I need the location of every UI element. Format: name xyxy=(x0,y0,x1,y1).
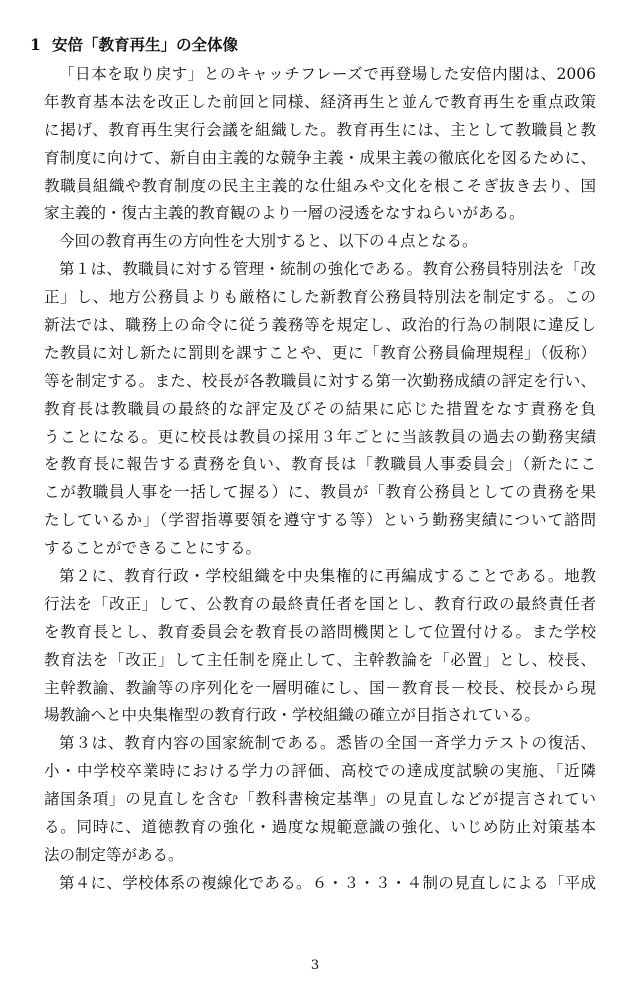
text-line: 年教育基本法を改正した前回と同様、経済再生と並んで教育再生を重点政策 xyxy=(44,92,596,111)
text-line: た教員に対し新たに罰則を課すことや、更に「教育公務員倫理規程」（仮称） xyxy=(44,343,596,362)
text-line: 第４に、学校体系の複線化である。６・３・３・４制の見直しによる「平成 xyxy=(59,873,596,892)
text-line: に掲げ、教育再生実行会議を組織した。教育再生には、主として教職員と教 xyxy=(44,120,596,139)
text-line: 小・中学校卒業時における学力の評価、高校での達成度試験の実施、「近隣 xyxy=(44,762,596,781)
section-heading xyxy=(30,34,238,56)
text-line: 行法を「改正」して、公教育の最終責任者を国とし、教育行政の最終責任者 xyxy=(44,594,596,613)
text-line: を教育長とし、教育委員会を教育長の諮問機関として位置付ける。また学校 xyxy=(44,622,596,641)
text-line: 法の制定等がある。 xyxy=(44,845,184,864)
text-line: 教育法を「改正」して主任制を廃止して、主幹教論を「必置」とし、校長、 xyxy=(44,650,596,669)
text-line: 第３は、教育内容の国家統制である。悉皆の全国一斉学力テストの復活、 xyxy=(59,734,596,753)
text-line: 教職員組織や教育制度の民主主義的な仕組みや文化を根こそぎ抜き去り、国 xyxy=(44,176,596,195)
text-line: を教育長に報告する責務を負い、教育長は「教職員人事委員会」（新たにこ xyxy=(44,455,596,474)
text-line: 第１は、教職員に対する管理・統制の強化である。教育公務員特別法を「改 xyxy=(59,260,596,279)
page-number: 3 xyxy=(310,958,320,973)
text-line: る。同時に、道徳教育の強化・過度な規範意識の強化、いじめ防止対策基本 xyxy=(44,818,596,837)
text-line: 育制度に向けて、新自由主義的な競争主義・成果主義の徹底化を図るために、 xyxy=(44,148,596,167)
text-line: 諸国条項」の見直しを含む「教科書検定基準」の見直しなどが提言されてい xyxy=(44,790,596,809)
text-line: たしているか」（学習指導要領を遵守する等）という勤務実績について諮問 xyxy=(44,511,596,530)
text-line: 教育長は教職員の最終的な評定及びその結果に応じた措置をなす責務を負 xyxy=(44,399,596,418)
text-line: 正」し、地方公務員よりも厳格にした新教育公務員特別法を制定する。この xyxy=(44,288,596,307)
text-line: 家主義的・復古主義的教育観のより一層の浸透をなすねらいがある。 xyxy=(44,204,525,223)
text-line: うことになる。更に校長は教員の採用３年ごとに当該教員の過去の勤務実績 xyxy=(44,427,596,446)
text-line: 第２に、教育行政・学校組織を中央集権的に再編成することである。地教 xyxy=(59,567,596,586)
text-line: 等を制定する。また、校長が各教職員に対する第一次勤務成績の評定を行い、 xyxy=(44,371,596,390)
text-line: 主幹教諭、教諭等の序列化を一層明確にし、国－教育長－校長、校長から現 xyxy=(44,678,596,697)
text-line: することができることにする。 xyxy=(44,539,262,558)
text-line: 「日本を取り戻す」とのキャッチフレーズで再登場した安倍内閣は、2006 xyxy=(59,65,596,83)
section-title: 安倍「教育再生」の全体像 xyxy=(52,35,239,54)
text-line: こが教職員人事を一括して握る）に、教員が「教育公務員としての責務を果 xyxy=(44,483,596,502)
section-number: 1 xyxy=(30,35,41,54)
text-line: 場教諭へと中央集権型の教育行政・学校組織の確立が目指されている。 xyxy=(44,706,541,725)
text-line: 新法では、職務上の命令に従う義務等を規定し、政治的行為の制限に違反し xyxy=(44,316,596,335)
text-line: 今回の教育再生の方向性を大別すると、以下の４点となる。 xyxy=(59,232,478,251)
body-text xyxy=(44,61,596,898)
